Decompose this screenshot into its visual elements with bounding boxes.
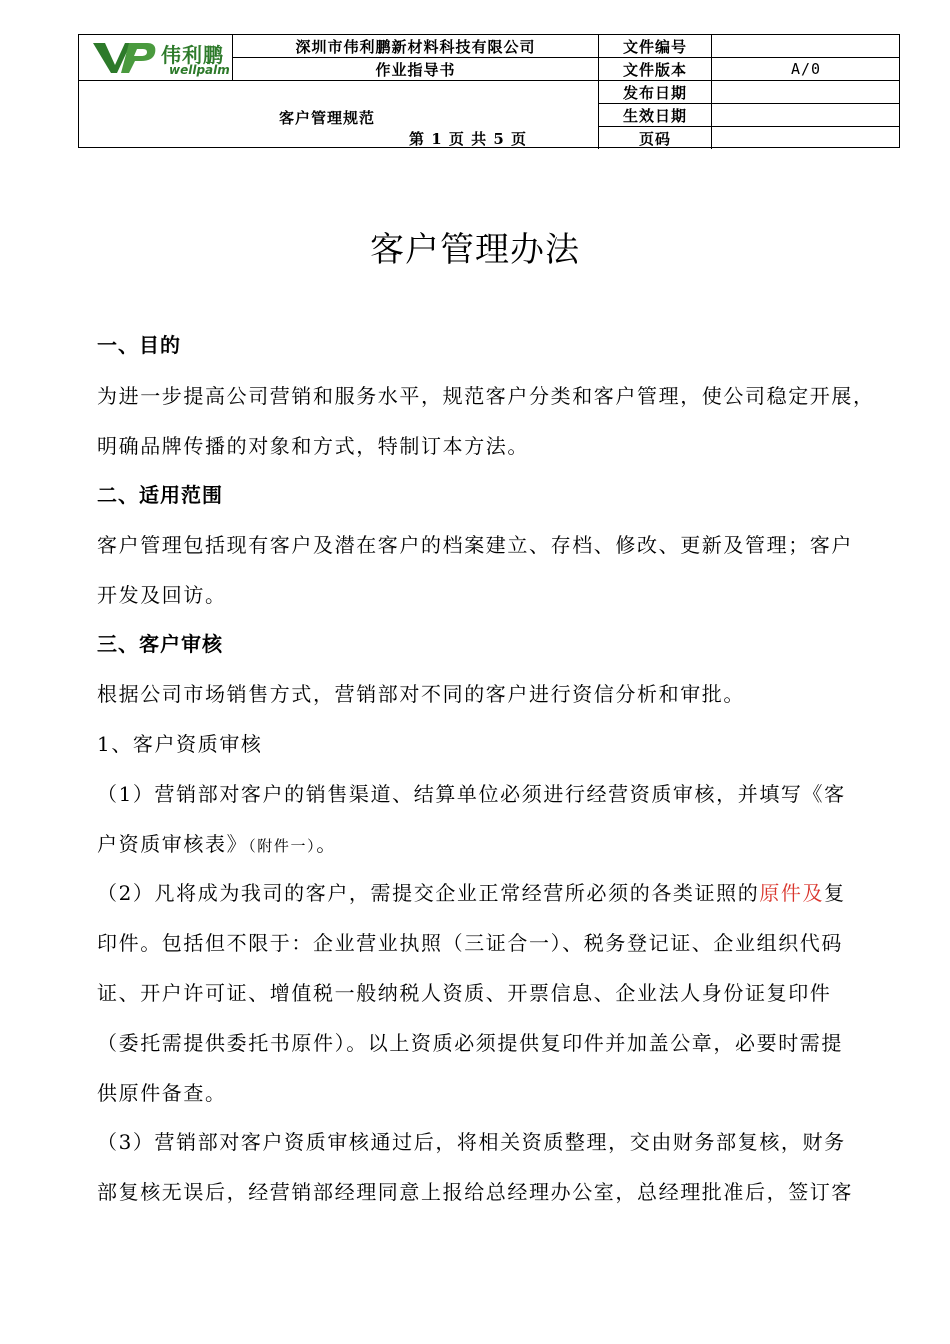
- company-logo: [91, 39, 231, 77]
- paragraph-line: （3）营销部对客户资质审核通过后，将相关资质整理，交由财务部复核，财务: [97, 1130, 846, 1154]
- paragraph-line: 证、开户许可证、增值税一般纳税人资质、开票信息、企业法人身份证复印件: [97, 981, 832, 1005]
- paragraph-line: [97, 877, 887, 906]
- effective-date-label: 生效日期: [622, 106, 687, 125]
- section-name: 客户管理规范: [279, 108, 376, 127]
- subsection-heading: 1、客户资质审核: [97, 732, 263, 756]
- logo-english-name: wellpalm: [169, 63, 230, 77]
- document-header-table: [78, 34, 900, 148]
- document-title: 客户管理办法: [370, 230, 580, 270]
- file-version-label: 文件版本: [622, 60, 687, 79]
- paragraph-line: （1）营销部对客户的销售渠道、结算单位必须进行经营资质审核，并填写《客: [97, 782, 846, 806]
- company-name: 深圳市伟利鹏新材料科技有限公司: [295, 37, 536, 56]
- release-date-value: [712, 81, 900, 103]
- inline-text: （2）凡将成为我司的客户，需提交企业正常经营所必须的各类证照的: [97, 881, 760, 905]
- header-divider: [79, 80, 598, 81]
- paragraph-line: 部复核无误后，经营销部经理同意上报给总经理办公室，总经理批准后，签订客: [97, 1180, 853, 1204]
- effective-date-value: [712, 104, 900, 126]
- logo-chinese-name: 伟利鹏: [161, 43, 224, 67]
- paragraph-line: （委托需提供委托书原件）。以上资质必须提供复印件并加盖公章，必要时需提: [97, 1031, 843, 1055]
- paragraph-line: 客户管理包括现有客户及潜在客户的档案建立、存档、修改、更新及管理；客户: [97, 533, 853, 557]
- section-heading-review: 三、客户审核: [97, 632, 223, 656]
- release-date-label: 发布日期: [622, 83, 687, 102]
- page-count: 第 1 页 共 5 页: [409, 129, 527, 148]
- highlighted-text: 原件及: [759, 881, 825, 905]
- section-heading-scope: 二、适用范围: [97, 483, 223, 507]
- paragraph-line: 为进一步提高公司营销和服务水平，规范客户分类和客户管理，使公司稳定开展，: [97, 384, 875, 408]
- inline-text: 。: [316, 832, 338, 856]
- paragraph-line: 根据公司市场销售方式，营销部对不同的客户进行资信分析和审批。: [97, 682, 745, 706]
- file-version-value: A/0: [790, 60, 822, 78]
- inline-text: 户资质审核表》: [97, 832, 249, 856]
- document-type: 作业指导书: [375, 60, 456, 79]
- paragraph-line: 印件。包括但不限于：企业营业执照（三证合一）、税务登记证、企业组织代码: [97, 931, 843, 955]
- paragraph-line: 开发及回访。: [97, 583, 227, 607]
- attachment-reference: （附件一）: [248, 837, 317, 855]
- logo-mark-icon: [91, 39, 157, 77]
- page-code-label: 页码: [638, 129, 671, 148]
- page-code-value: [712, 127, 900, 149]
- section-heading-purpose: 一、目的: [97, 333, 181, 357]
- file-number-value: [712, 35, 900, 57]
- inline-text: 复: [824, 881, 846, 905]
- paragraph-line: 供原件备查。: [97, 1081, 227, 1105]
- paragraph-line: 明确品牌传播的对象和方式，特制订本方法。: [97, 434, 529, 458]
- paragraph-line: [97, 828, 887, 857]
- file-number-label: 文件编号: [622, 37, 687, 56]
